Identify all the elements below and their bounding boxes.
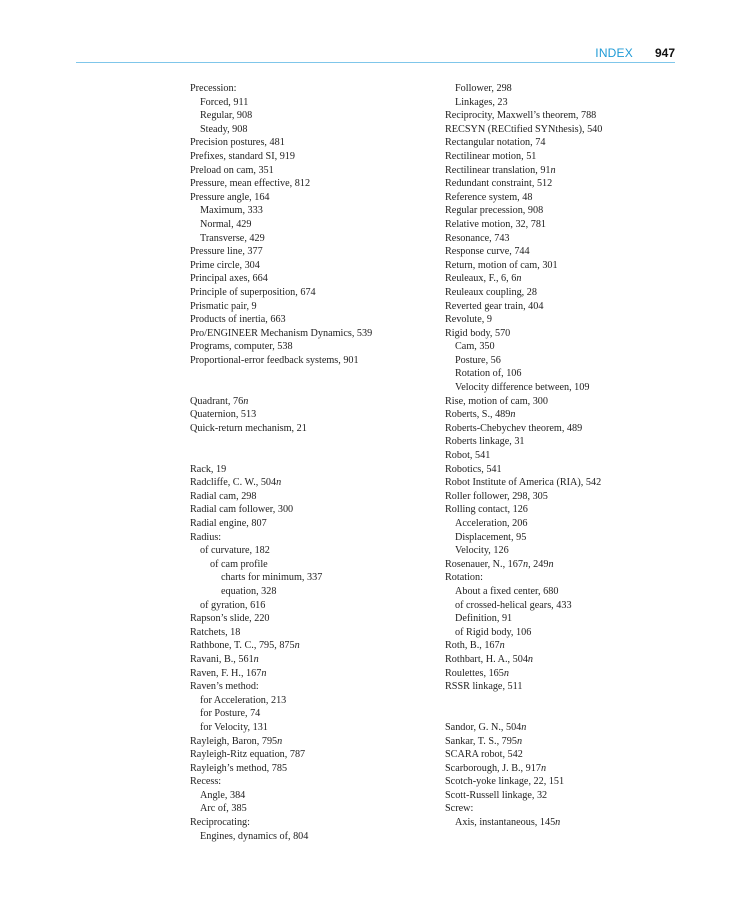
index-subentry [190,789,440,803]
index-entry [190,667,440,681]
entry-text: Reuleaux, F., 6, 6 [445,273,517,285]
entry-text: Rosenauer, N., 167 [445,558,523,570]
index-subentry [445,626,695,640]
entry-text: Quaternion, 513 [190,409,257,421]
entry-text: Principal axes, 664 [190,273,268,285]
index-subentry [445,544,695,558]
entry-text: Rigid body, 570 [445,327,511,339]
footnote-marker: n [510,409,516,421]
entry-text: Return, motion of cam, 301 [445,259,558,271]
entry-text: Roberts-Chebychev theorem, 489 [445,422,583,434]
index-entry [445,109,695,123]
index-entry [445,286,695,300]
entry-text: Linkages, 23 [455,96,508,108]
entry-text: Roulettes, 165 [445,667,504,679]
entry-text: SCARA robot, 542 [445,749,523,761]
index-entry [190,82,440,96]
entry-text: Regular, 908 [200,110,253,122]
index-entry [445,721,695,735]
index-entry [445,762,695,776]
index-entry [445,476,695,490]
index-entry [445,490,695,504]
index-entry [445,218,695,232]
index-entry [190,150,440,164]
footnote-marker: n [522,558,529,570]
entry-text: Preload on cam, 351 [190,164,274,176]
index-subentry [445,354,695,368]
footnote-marker: n [527,653,534,665]
index-entry [190,490,440,504]
footnote-marker: n [499,640,505,652]
entry-text: of crossed-helical gears, 433 [455,599,572,611]
entry-text: Steady, 908 [200,123,248,135]
footnote-marker: n [521,721,527,733]
index-column-left [190,82,440,843]
entry-text: Pro/ENGINEER Mechanism Dynamics, 539 [190,327,373,339]
entry-text: Precision postures, 481 [190,137,285,149]
index-column-right [445,82,695,830]
entry-text: Displacement, 95 [455,531,527,543]
index-subentry [190,218,440,232]
entry-text: for Acceleration, 213 [200,694,287,706]
index-subentry [445,96,695,110]
index-entry [190,775,440,789]
entry-text: Velocity difference between, 109 [455,382,590,394]
entry-text: Sandor, G. N., 504 [445,721,522,733]
index-entry [445,735,695,749]
index-entry [190,191,440,205]
index-entry [445,191,695,205]
entry-text: Arc of, 385 [200,803,247,815]
entry-text: Precession: [190,83,237,94]
index-subentry [190,123,440,137]
index-entry [445,232,695,246]
index-entry [190,680,440,694]
index-entry [190,517,440,531]
entry-text: Cam, 350 [455,341,495,353]
entry-text: Engines, dynamics of, 804 [200,830,309,842]
index-entry [190,816,440,830]
entry-text: Pressure angle, 164 [190,191,270,203]
index-entry [445,667,695,681]
entry-text: Rayleigh-Ritz equation, 787 [190,749,306,761]
index-entry [445,272,695,286]
index-subentry [445,367,695,381]
index-entry [190,164,440,178]
index-subentry [190,721,440,735]
entry-text: Proportional-error feedback systems, 901 [190,354,359,366]
index-subentry [445,585,695,599]
index-entry [445,313,695,327]
index-entry [190,762,440,776]
index-entry [190,408,440,422]
entry-text: About a fixed center, 680 [455,585,559,597]
entry-text: of gyration, 616 [200,599,266,611]
entry-text: Revolute, 9 [445,314,492,326]
entry-text: Rectilinear translation, 91 [445,164,551,176]
index-subentry [445,82,695,96]
entry-text: Rapson’s slide, 220 [190,613,270,625]
entry-text: Robot, 541 [445,450,491,462]
index-entry [190,612,440,626]
index-entry [445,449,695,463]
entry-text: Robot Institute of America (RIA), 542 [445,477,602,489]
entry-text: Quick-return mechanism, 21 [190,422,307,434]
entry-text: Rayleigh’s method, 785 [190,762,288,774]
footnote-marker: n [540,762,547,774]
entry-text: Reciprocity, Maxwell’s theorem, 788 [445,110,597,122]
entry-text: Scott-Russell linkage, 32 [445,789,548,801]
index-subentry [445,531,695,545]
footnote-marker: n [277,735,283,747]
entry-text: Reuleaux coupling, 28 [445,286,537,298]
entry-text: Ravani, B., 561 [190,653,254,665]
index-entry [190,395,440,409]
entry-text: Response curve, 744 [445,246,530,258]
entry-text: Regular precession, 908 [445,205,544,217]
footnote-marker: n [261,667,267,679]
index-entry [445,680,695,694]
section-title: INDEX [595,46,633,60]
index-entry [190,476,440,490]
footnote-marker: n [516,273,522,285]
index-entry [190,422,440,436]
entry-text: Sankar, T. S., 795 [445,735,517,747]
entry-text: Redundant constraint, 512 [445,178,553,190]
index-entry [445,164,695,178]
entry-text: Follower, 298 [455,83,512,94]
entry-text: Prismatic pair, 9 [190,300,257,312]
entry-text: for Velocity, 131 [200,721,268,733]
index-entry [445,435,695,449]
index-entry [445,503,695,517]
entry-text: for Posture, 74 [200,708,261,720]
entry-text: Maximum, 333 [200,205,263,217]
index-entry [445,150,695,164]
index-subentry [445,612,695,626]
index-entry [190,177,440,191]
index-entry [190,463,440,477]
entry-text: of Rigid body, 106 [455,626,532,638]
index-subentry [445,340,695,354]
index-entry [190,531,440,545]
index-entry [445,639,695,653]
entry-text: Axis, instantaneous, 145 [455,817,556,829]
index-subentry [190,544,440,558]
entry-text: Transverse, 429 [200,232,265,244]
index-subentry [190,585,440,599]
entry-text: Rectilinear motion, 51 [445,150,537,162]
index-entry [445,136,695,150]
entry-text: Recess: [190,776,222,788]
index-entry [190,639,440,653]
index-subentry [190,204,440,218]
index-subentry [445,599,695,613]
entry-text: Pressure line, 377 [190,246,263,258]
entry-text: Velocity, 126 [455,545,509,557]
entry-text: Angle, 384 [200,789,246,801]
footnote-marker: n [555,817,561,829]
entry-text: Raven’s method: [190,681,259,693]
entry-text: Reciprocating: [190,817,250,829]
index-entry [190,327,440,341]
entry-text: Roth, B., 167 [445,640,500,652]
footnote-marker: n [243,395,249,407]
footnote-marker: n [294,640,300,652]
index-entry [445,802,695,816]
entry-text: Reverted gear train, 404 [445,300,544,312]
entry-text: Roller follower, 298, 305 [445,490,548,502]
entry-text: Radius: [190,531,222,543]
entry-text: RSSR linkage, 511 [445,681,523,693]
index-entry [190,313,440,327]
entry-text: Raven, F. H., 167 [190,667,262,679]
index-subentry [190,694,440,708]
index-subentry [445,816,695,830]
entry-text: Resonance, 743 [445,232,510,244]
entry-text-continued: , 249 [528,558,549,570]
entry-text: Rothbart, H. A., 504 [445,653,528,665]
entry-text: Scarborough, J. B., 917 [445,762,541,774]
index-entry [445,204,695,218]
index-entry [445,177,695,191]
index-entry [445,748,695,762]
entry-text: Prefixes, standard SI, 919 [190,150,295,162]
running-header [595,46,675,62]
page-number: 947 [654,46,675,60]
entry-text: Roberts, S., 489 [445,409,511,421]
index-subentry [190,558,440,572]
index-entry [445,558,695,572]
entry-text: Principle of superposition, 674 [190,286,316,298]
index-entry [190,626,440,640]
index-entry [190,259,440,273]
entry-text: equation, 328 [221,585,277,597]
entry-text: Radial cam, 298 [190,490,257,502]
entry-text: Radial engine, 807 [190,518,267,529]
entry-text: Rack, 19 [190,463,227,475]
entry-text: Programs, computer, 538 [190,341,293,353]
index-subentry [190,232,440,246]
index-entry [190,735,440,749]
entry-text: Posture, 56 [455,354,501,366]
header-rule [76,62,675,63]
entry-text: Rotation of, 106 [455,368,522,380]
index-entry [445,300,695,314]
footnote-marker: n [516,735,523,747]
index-entry [445,789,695,803]
footnote-marker: n [503,667,509,679]
entry-text: Acceleration, 206 [455,518,528,529]
letter-group-gap [190,367,440,394]
index-subentry [445,381,695,395]
entry-text: charts for minimum, 337 [221,572,323,584]
index-entry [190,340,440,354]
entry-text: Rathbone, T. C., 795, 875 [190,640,295,652]
entry-text: Rayleigh, Baron, 795 [190,735,278,747]
index-subentry [190,707,440,721]
index-entry [445,775,695,789]
index-entry [190,748,440,762]
entry-text: Scotch-yoke linkage, 22, 151 [445,776,565,788]
index-entry [445,259,695,273]
entry-text: RECSYN (RECtified SYNthesis), 540 [445,123,603,135]
index-entry [445,422,695,436]
footnote-marker: n [253,653,259,665]
footnote-marker: n [276,477,282,489]
entry-text: Rolling contact, 126 [445,504,528,516]
index-entry [190,354,440,368]
entry-text: of curvature, 182 [200,545,270,557]
index-entry [445,408,695,422]
entry-text: Definition, 91 [455,613,513,625]
entry-text: Rise, motion of cam, 300 [445,395,548,407]
entry-text: Relative motion, 32, 781 [445,218,547,230]
entry-text: of cam profile [210,558,268,570]
entry-text: Screw: [445,803,474,815]
index-entry [190,300,440,314]
entry-text: Robotics, 541 [445,463,502,475]
entry-text: Quadrant, 76 [190,395,244,407]
index-subentry [190,830,440,844]
index-entry [190,653,440,667]
footnote-marker: n [548,558,554,570]
entry-text: Rotation: [445,572,483,584]
index-entry [190,286,440,300]
entry-text: Products of inertia, 663 [190,314,286,326]
index-entry [445,245,695,259]
entry-text: Radcliffe, C. W., 504 [190,477,277,489]
index-subentry [190,802,440,816]
letter-group-gap [445,694,695,721]
index-subentry [445,517,695,531]
index-entry [445,653,695,667]
entry-text: Rectangular notation, 74 [445,137,546,149]
entry-text: Forced, 911 [200,96,249,108]
index-entry [445,395,695,409]
entry-text: Radial cam follower, 300 [190,504,294,516]
index-subentry [190,599,440,613]
index-entry [445,327,695,341]
index-entry [190,272,440,286]
entry-text: Reference system, 48 [445,191,533,203]
index-entry [445,123,695,137]
index-subentry [190,96,440,110]
entry-text: Prime circle, 304 [190,259,260,271]
entry-text: Ratchets, 18 [190,626,241,638]
index-subentry [190,109,440,123]
index-entry [190,136,440,150]
letter-group-gap [190,435,440,462]
index-entry [445,571,695,585]
entry-text: Roberts linkage, 31 [445,436,525,448]
entry-text: Pressure, mean effective, 812 [190,178,311,190]
index-subentry [190,571,440,585]
index-entry [190,245,440,259]
entry-text: Normal, 429 [200,218,252,230]
index-entry [190,503,440,517]
index-entry [445,463,695,477]
footnote-marker: n [550,164,556,176]
